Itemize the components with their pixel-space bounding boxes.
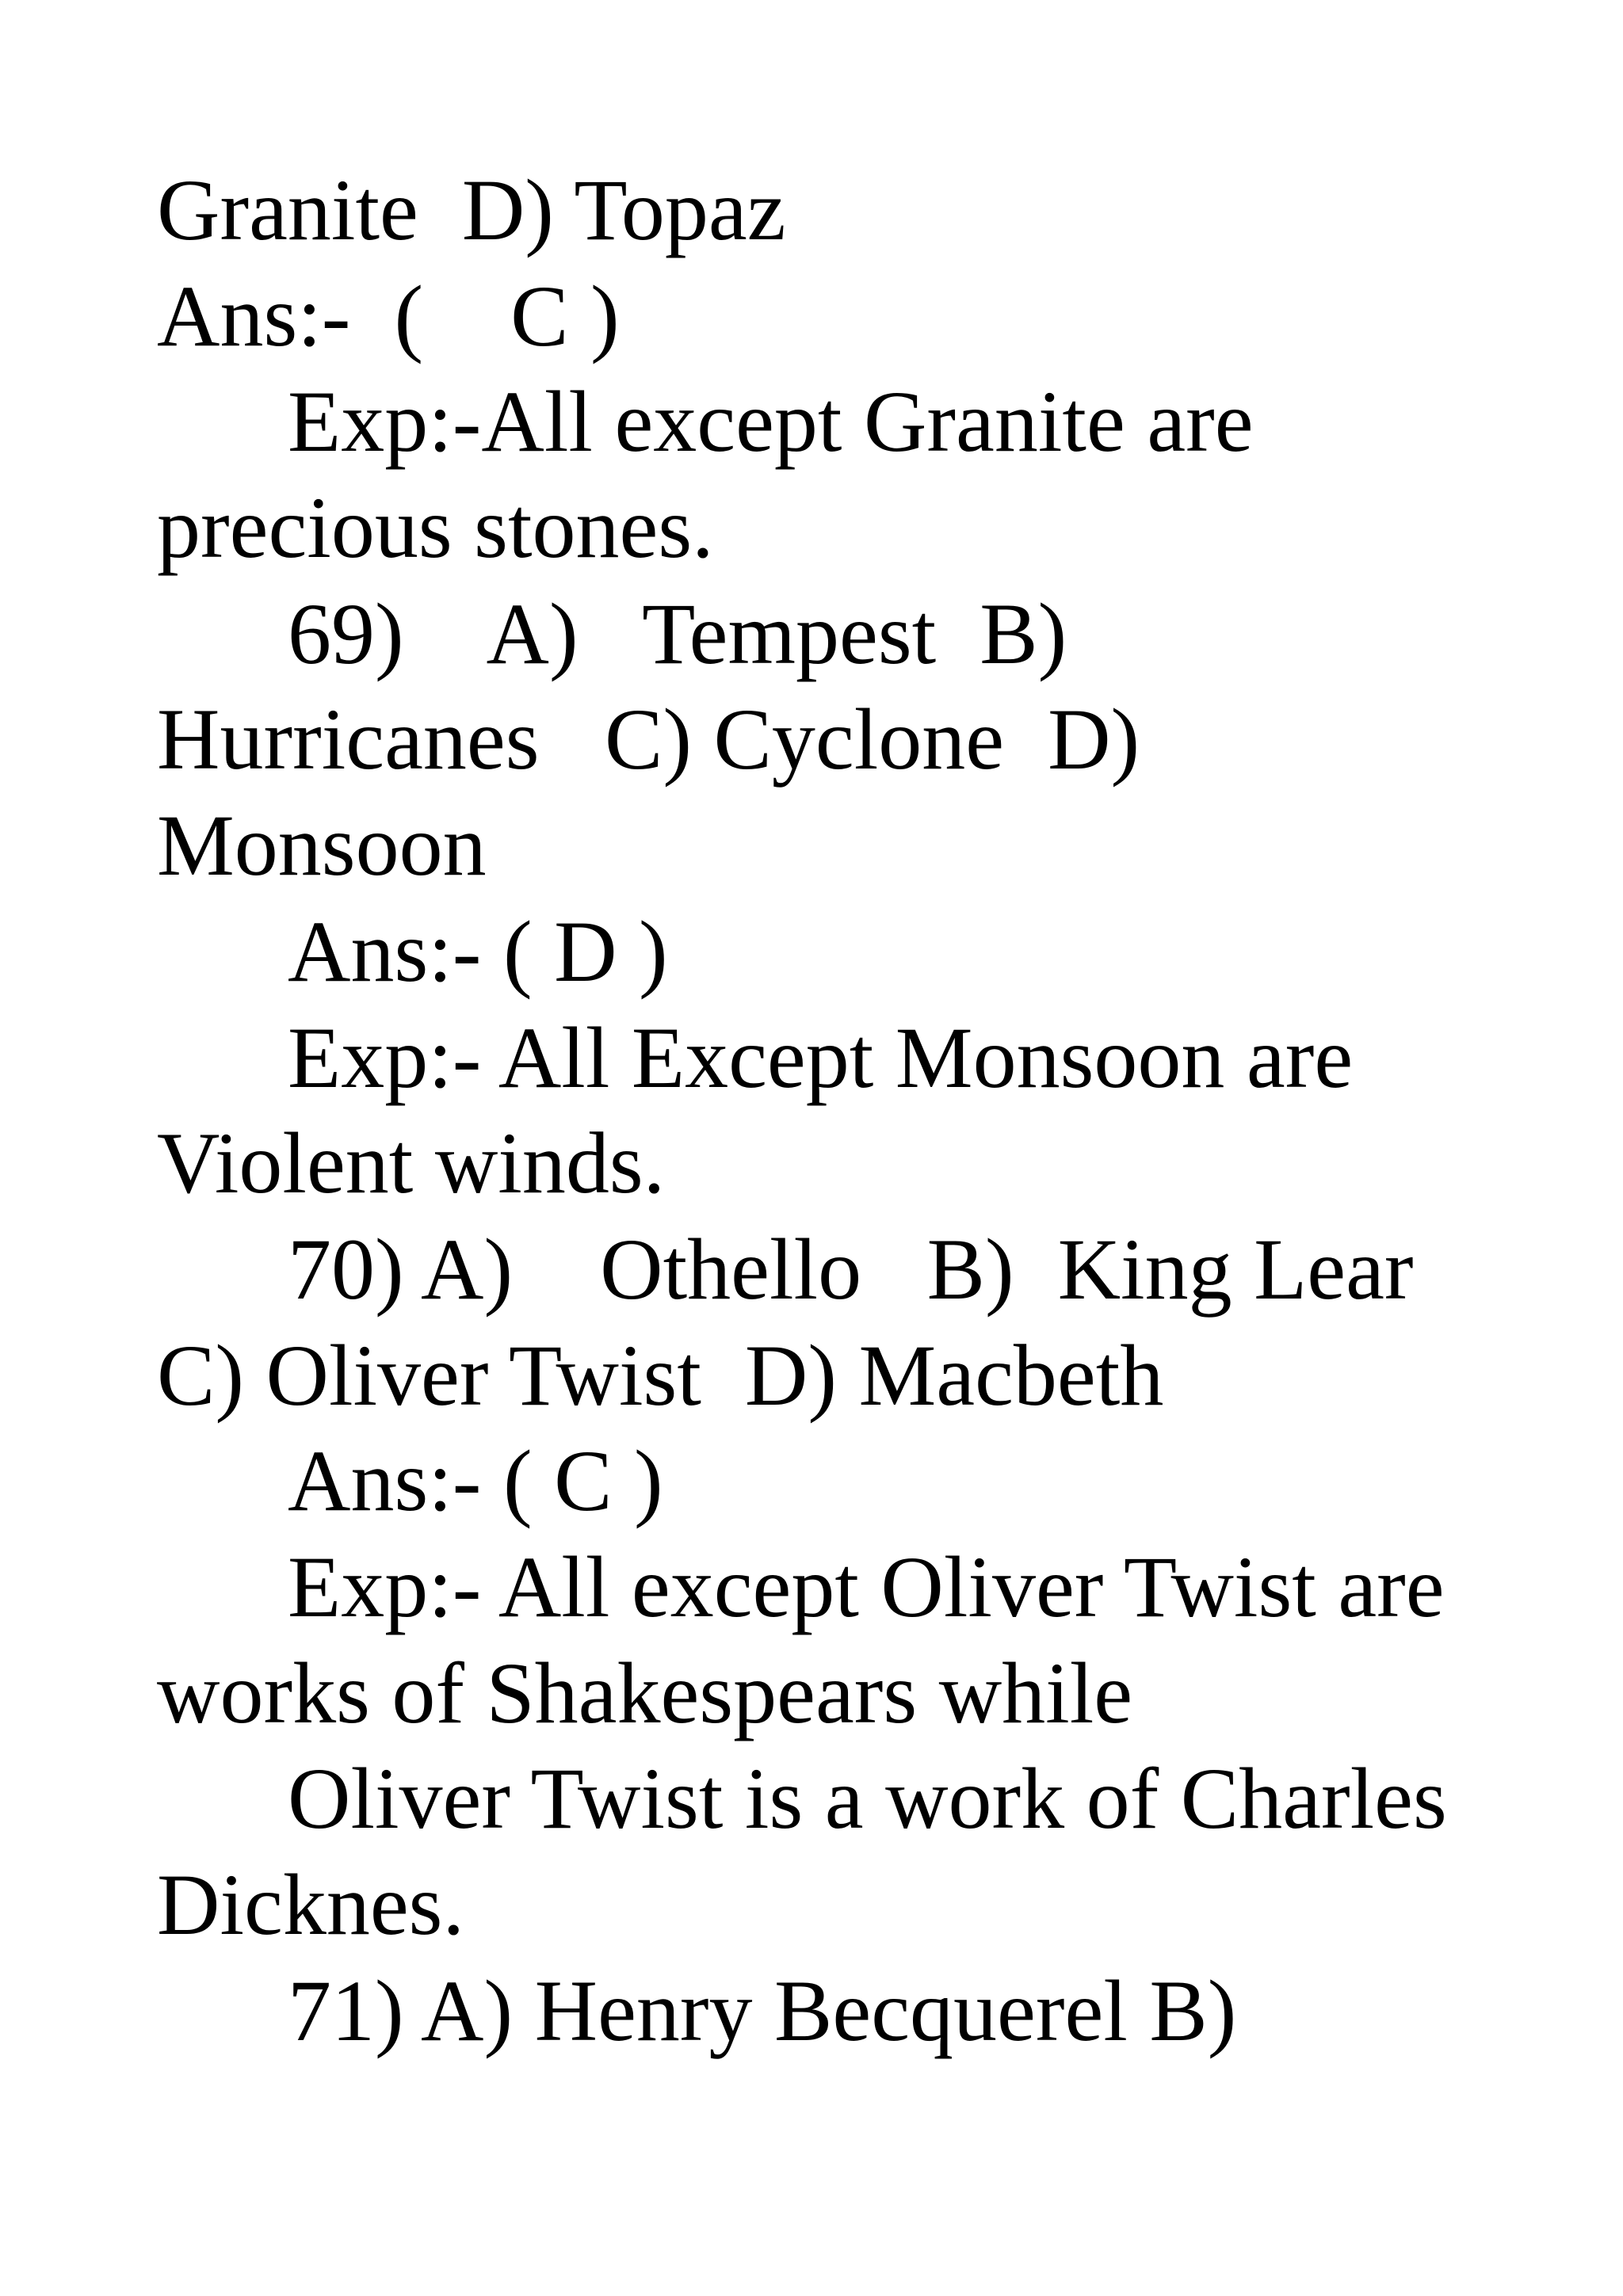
explanation-line: Exp:- All Except Monsoon are	[288, 1009, 1354, 1106]
text-line: Monsoon	[157, 797, 487, 894]
text-line: precious stones.	[157, 479, 714, 577]
text-line: Dicknes.	[157, 1856, 464, 1953]
answer-line: Ans:- ( D )	[288, 902, 668, 1000]
text-line: works of Shakespears while	[157, 1644, 1133, 1741]
question-line: 70) A) Othello B) King Lear	[288, 1220, 1414, 1318]
text-line: Hurricanes C) Cyclone D)	[157, 691, 1140, 788]
answer-line: Ans:- ( C )	[157, 267, 620, 364]
document-text	[157, 158, 1504, 2064]
explanation-line: Exp:-All except Granite are	[288, 373, 1254, 471]
explanation-line: Exp:- All except Oliver Twist are	[288, 1538, 1445, 1635]
question-line: 69) A) Tempest B)	[288, 585, 1067, 682]
question-line: 71) A) Henry Becquerel B)	[288, 1962, 1237, 2059]
text-line: Granite D) Topaz	[157, 162, 786, 258]
text-line: Oliver Twist is a work of Charles	[288, 1750, 1447, 1848]
answer-line: Ans:- ( C )	[288, 1432, 663, 1530]
text-line: Violent winds.	[157, 1115, 666, 1212]
text-line: C) Oliver Twist D) Macbeth	[157, 1326, 1164, 1424]
